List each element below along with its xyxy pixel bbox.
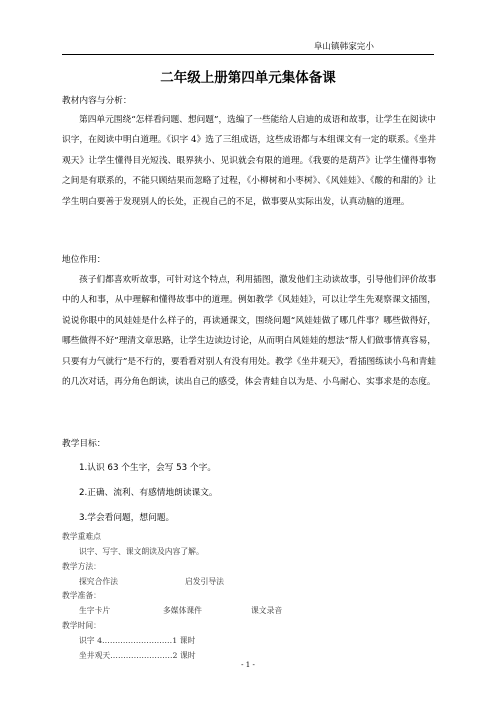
goal-item-3: 3.学会看问题，想问题。 (79, 513, 175, 523)
keypoints-label: 教学重难点 (62, 532, 101, 541)
prep-label: 教学准备： (62, 591, 101, 600)
analysis-paragraph: 第四单元围绕“怎样看问题、想问题”，选编了一些能给人启迪的成语和故事，让学生在阅读中识字，在阅读中明白道理。《识字 4》选了三组成语，这些成语都与本组课文有一定的联系。《坐井观天》让学生懂得目光短浅、眼界狭小、见识就会有限的道理。《我要的是葫芦》让学生懂得事物之间是有联系的，不能只顾结果而忽略了过程，《小柳树和小枣树》、《风娃娃》、《酸的和甜的》让学生明白要善于发现别人的长处，正视自己的不足，做事要从实际出发，认真动脑的道理。 (62, 115, 436, 207)
time-label: 教学时间： (62, 621, 101, 630)
role-paragraph: 孩子们都喜欢听故事，可针对这个特点，利用插图，激发他们主动读故事，引导他们评价故事中的人和事，从中理解和懂得故事中的道理。例如教学《风娃娃》，可以让学生先观察课文插图，说说你眼中的风娃娃是什么样子的，再读通课文，围绕问题“风娃娃做了哪几件事？哪些做得好，哪些做得不好”理清文章思路，让学生边读边讨论，从而明白风娃娃的想法“帮人们做事情真容易，只要有力气就行”是不行的，要看看对别人有没有用处。教学《坐井观天》，看插图练读小鸟和青蛙的几次对话，再分角色朗读，读出自己的感受，体会青蛙自以为是、小鸟耐心、实事求是的态度。 (62, 275, 436, 388)
goal-item-1: 1.认识 63 个生字，会写 53 个字。 (79, 463, 217, 473)
method-item-1: 探究合作法 (79, 577, 118, 586)
page-header (0, 36, 496, 54)
page-number: - 1 - (241, 661, 255, 669)
prep-item-2: 多媒体课件 (163, 606, 202, 615)
header-text: 阜山镇韩家完小 (313, 42, 374, 52)
prep-item-1: 生字卡片 (79, 606, 111, 615)
methods-label: 教学方法： (62, 562, 101, 571)
time-item-1: 识字 4………………………1 课时 (79, 636, 196, 645)
keypoints-text: 识字、写字、课文朗读及内容了解。 (79, 547, 204, 556)
method-item-2: 启发引导法 (185, 577, 224, 586)
role-label: 地位作用： (62, 255, 106, 265)
time-item-2: 坐井观天……………………2 课时 (79, 651, 196, 660)
header-rule (62, 54, 434, 55)
prep-item-3: 课文录音 (251, 606, 283, 615)
goals-label: 教学目标： (62, 439, 106, 449)
analysis-label: 教材内容与分析： (62, 96, 132, 106)
goal-item-2: 2.正确、流利、有感情地朗读课文。 (79, 488, 218, 498)
document-title: 二年级上册第四单元集体备课 (160, 70, 336, 86)
